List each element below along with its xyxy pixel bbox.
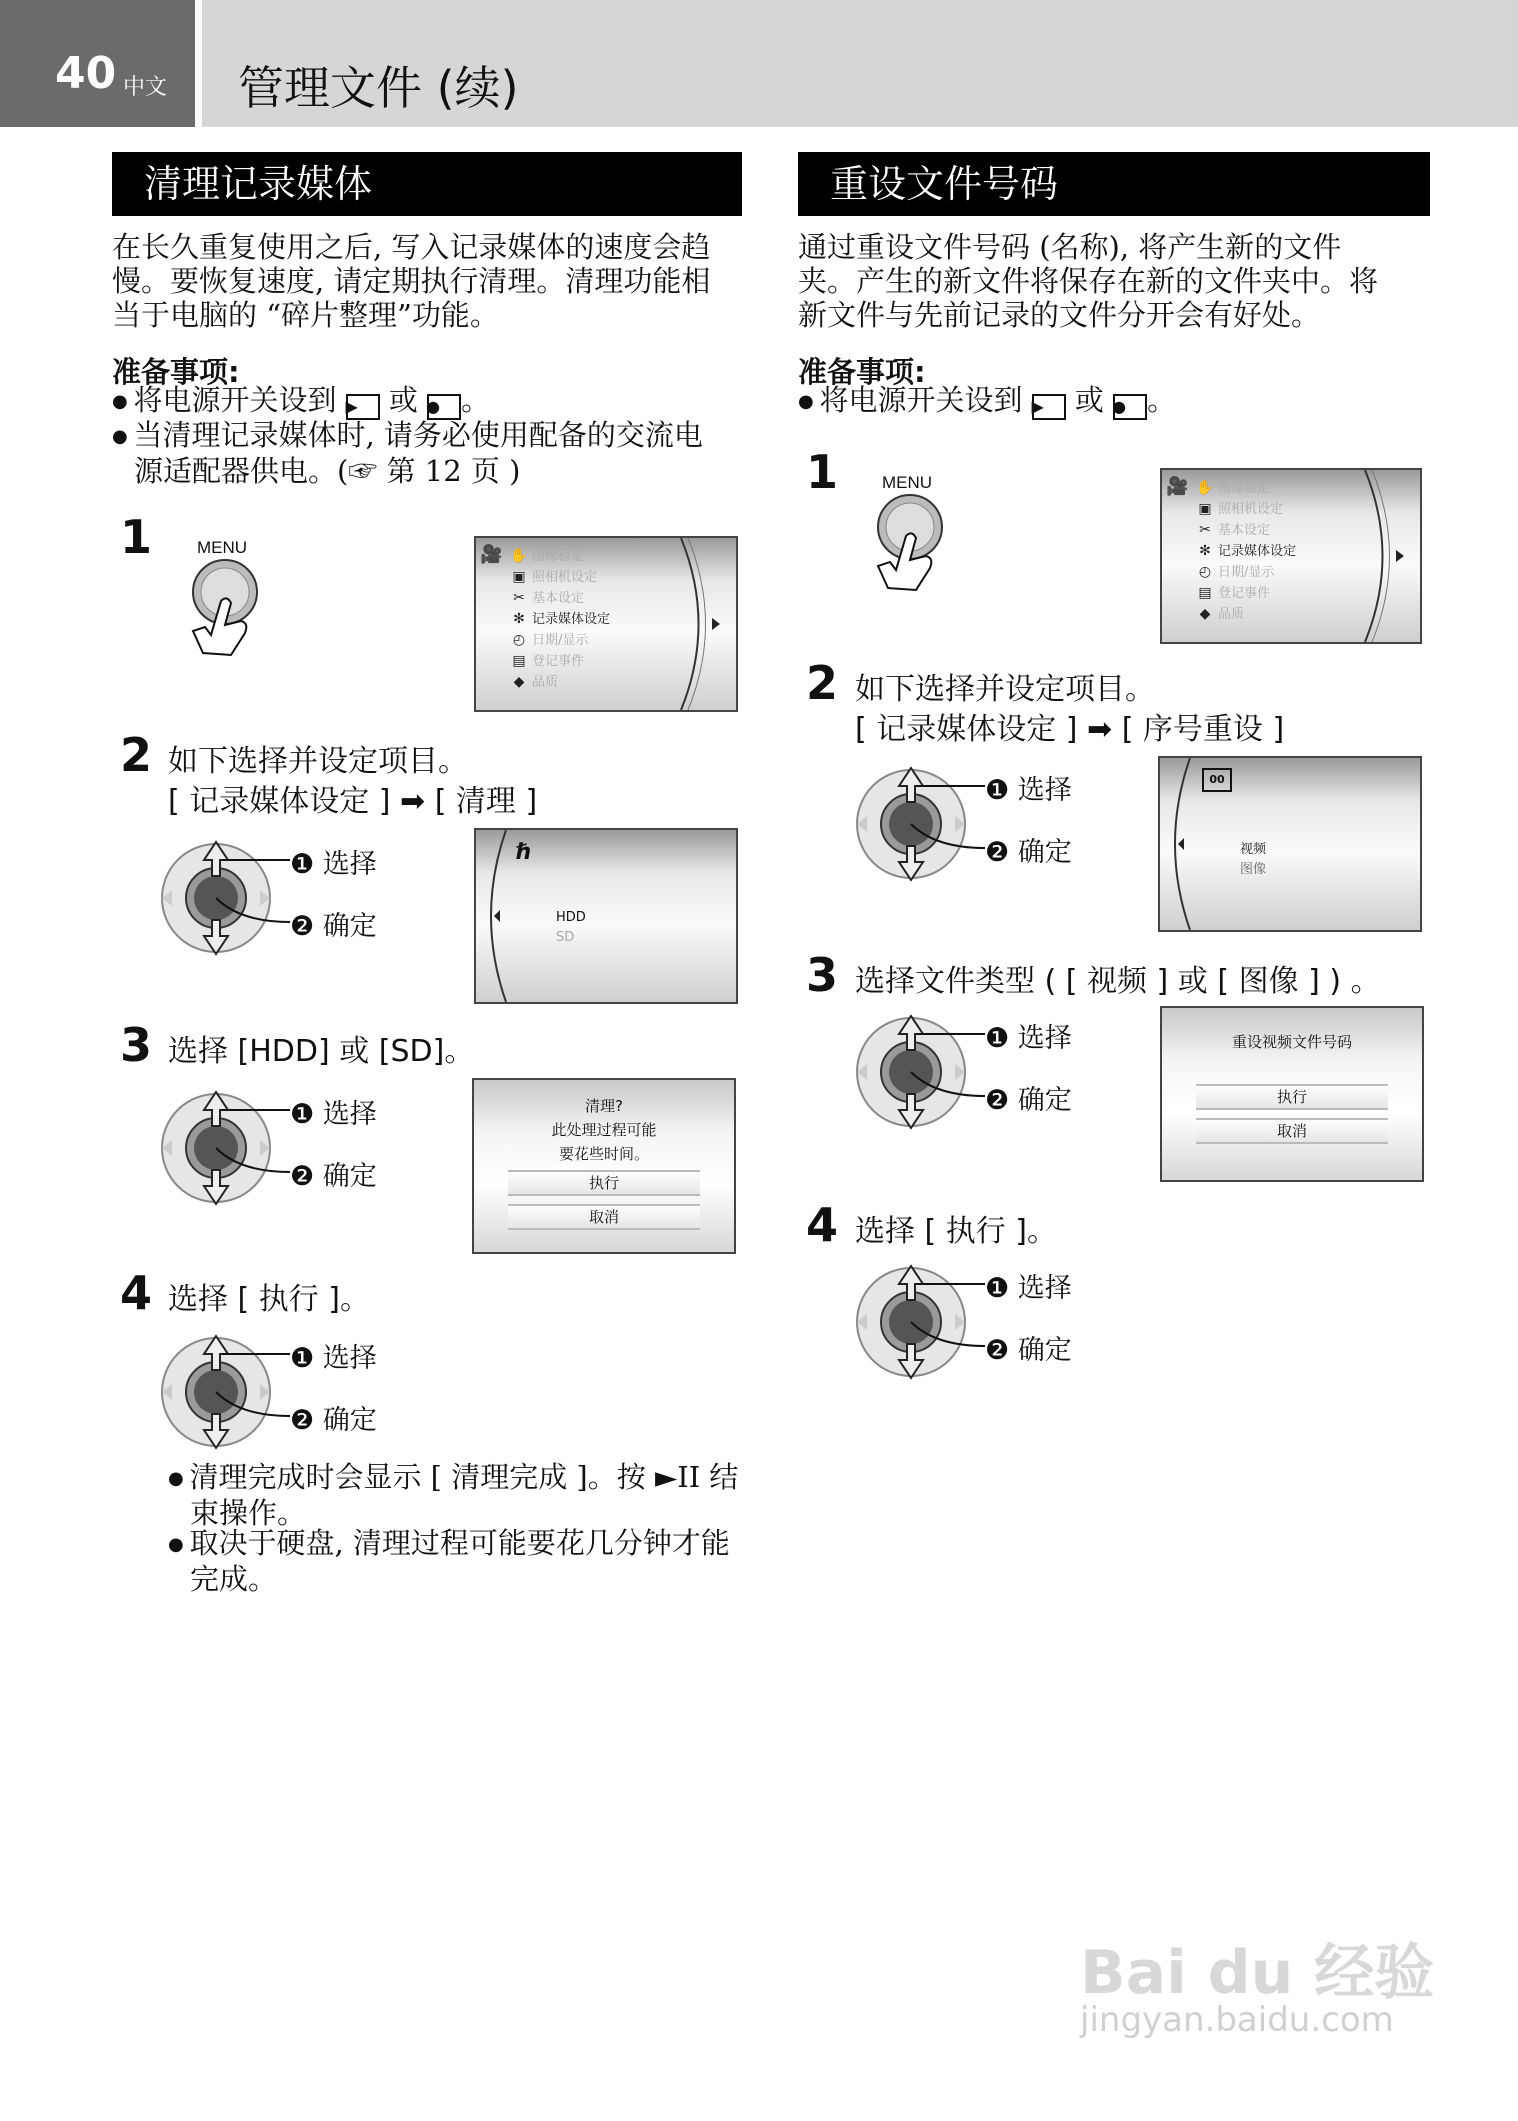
section-title-clean: 清理记录媒体 [112,152,742,216]
page-language: 中文 [123,75,168,100]
step-number: 3 [806,948,839,1002]
intro-clean [112,230,752,332]
note-item [168,1460,780,1530]
step-number: 3 [120,1018,153,1072]
media-icon: ✻ [513,611,525,627]
intro-reset [798,230,1438,332]
dialog-line: 此处理过程可能 [551,1121,657,1139]
record-mode-icon: ● [427,394,461,420]
tools-icon: ✂ [513,590,525,606]
menu-press-icon [185,535,305,660]
prep-end: 。 [1147,383,1177,417]
select-label: ❶ 选择 [290,1343,377,1374]
media-option: HDD [556,910,586,925]
joystick-select-confirm [855,1262,1085,1382]
intro-line: 新文件与先前记录的文件分开会有好处。 [798,298,1321,332]
menu-item: ▤ 登记事件 [510,651,610,672]
menu-item: ◴ 日期/显示 [1196,562,1296,583]
menu-item: ▤ 登记事件 [1196,583,1296,604]
menu-press-icon [870,470,990,595]
stabilizer-icon: ✋ [1196,480,1214,496]
record-mode-icon: ● [1113,394,1147,420]
file-type-option: 视频 [1240,842,1267,857]
menu-label: MENU [882,473,933,492]
joystick-select-confirm [855,1012,1085,1132]
event-icon: ▤ [512,653,526,669]
play-mode-icon: ▶ [346,394,380,420]
joystick-select-confirm [855,764,1085,884]
screen-arc-icon [476,830,516,1002]
cancel-button[interactable]: 取消 [1196,1118,1388,1144]
video-camera-icon: 🎥 [1166,476,1189,497]
clean-media-screen [474,828,738,1004]
screen-arc-icon [1160,758,1200,930]
note-text: 清理完成时会显示 [ 清理完成 ]。按 ►II 结 [189,1460,739,1494]
quality-icon: ◆ [1199,606,1211,622]
camera-icon: ▣ [1198,501,1212,517]
step-number: 4 [120,1266,153,1320]
select-label: ❶ 选择 [985,1023,1072,1054]
cancel-button[interactable]: 取消 [508,1204,700,1230]
intro-line: 通过重设文件号码 (名称), 将产生新的文件 [798,230,1342,264]
clock-icon: ◴ [512,632,526,648]
joystick-icon [160,838,295,958]
confirm-label: ❷ 确定 [290,1405,377,1436]
menu-item: ✂ 基本设定 [1196,520,1296,541]
media-icon: ✻ [1199,543,1211,559]
prep-title: 准备事项: [112,355,240,389]
screen-arc-icon [1360,470,1420,642]
joystick-icon [855,764,990,884]
menu-item: ✂ 基本设定 [510,588,610,609]
section-title-reset: 重设文件号码 [798,152,1430,216]
quality-icon: ◆ [513,674,525,690]
prep-text: 将电源开关设到 [819,383,1023,417]
execute-button[interactable]: 执行 [508,1170,700,1196]
dialog-title: 重设视频文件号码 [1231,1033,1352,1051]
confirm-label: ❷ 确定 [290,1161,377,1192]
step-number: 4 [806,1198,839,1252]
screen-arc-icon [676,538,736,710]
prep-or: 或 [388,383,418,417]
dialog-title: 清理? [585,1097,623,1115]
menu-screen [1160,468,1422,644]
menu-item-selected: ✻ 记录媒体设定 [1196,541,1296,562]
step-number: 2 [120,728,153,782]
confirm-label: ❷ 确定 [985,837,1072,868]
step-number: 1 [806,445,839,499]
confirm-label: ❷ 确定 [985,1335,1072,1366]
watermark-url: jingyan.baidu.com [1080,2000,1394,2040]
file-type-option: 图像 [1240,862,1267,877]
prep-item [798,383,1460,420]
menu-item: ▣ 照相机设定 [510,567,610,588]
joystick-icon [855,1012,990,1132]
clean-confirm-dialog [472,1078,736,1254]
confirm-label: ❷ 确定 [985,1085,1072,1116]
joystick-select-confirm [160,1332,390,1452]
tools-icon: ✂ [1199,522,1211,538]
select-label: ❶ 选择 [985,1273,1072,1304]
joystick-select-confirm [160,838,390,958]
step-text: 选择文件类型 ( [ 视频 ] 或 [ 图像 ] ) 。 [855,964,1381,999]
menu-item: ◆ 品质 [510,672,610,693]
menu-item-selected: ✻ 记录媒体设定 [510,609,610,630]
event-icon: ▤ [1198,585,1212,601]
menu-item: ▣ 照相机设定 [1196,499,1296,520]
prep-end: 。 [461,383,491,417]
confirm-label: ❷ 确定 [290,911,377,942]
menu-item: ✋ 图像稳定 [1196,478,1296,499]
step-path: [ 记录媒体设定 ] ➡ [ 清理 ] [168,784,538,819]
prep-title: 准备事项: [798,355,926,389]
page-number: 40 [55,48,117,99]
note-text: 取决于硬盘, 清理过程可能要花几分钟才能 [189,1526,730,1560]
prep-item [112,383,774,420]
step-number: 2 [806,656,839,710]
dialog-line: 要花些时间。 [558,1145,649,1163]
prep-item [112,418,784,488]
step-text: 如下选择并设定项目。 [168,744,468,779]
prep-text: 当清理记录媒体时, 请务必使用配备的交流电 [133,418,703,452]
menu-list [1196,478,1296,625]
step-text: 如下选择并设定项目。 [855,672,1155,707]
menu-item: ✋ 图像稳定 [510,546,610,567]
prep-text: 将电源开关设到 [133,383,337,417]
select-label: ❶ 选择 [985,775,1072,806]
menu-button-illustration [185,535,305,660]
step-path: [ 记录媒体设定 ] ➡ [ 序号重设 ] [855,712,1285,747]
select-label: ❶ 选择 [290,849,377,880]
intro-line: 慢。要恢复速度, 请定期执行清理。清理功能相 [112,264,711,298]
execute-button[interactable]: 执行 [1196,1084,1388,1110]
menu-list [510,546,610,693]
menu-label: MENU [197,538,248,557]
menu-screen [474,536,738,712]
step-text: 选择 [ 执行 ]。 [855,1214,1058,1249]
prep-text: 源适配器供电。(☞ 第 12 页 ) [134,454,521,488]
menu-item: ◴ 日期/显示 [510,630,610,651]
intro-line: 在长久重复使用之后, 写入记录媒体的速度会趋 [112,230,711,264]
step-text: 选择 [ 执行 ]。 [168,1282,371,1317]
media-option: SD [556,930,575,945]
menu-item: ◆ 品质 [1196,604,1296,625]
note-item [168,1526,780,1596]
file-number-reset-icon: 00 [1202,768,1232,792]
page-title: 管理文件 (续) [238,61,519,115]
joystick-icon [160,1332,295,1452]
stabilizer-icon: ✋ [510,548,528,564]
camera-icon: ▣ [512,569,526,585]
joystick-select-confirm [160,1088,390,1208]
menu-button-illustration [870,470,990,595]
video-camera-icon: 🎥 [480,544,503,565]
intro-line: 当于电脑的 “碎片整理”功能。 [112,298,499,332]
note-text: 束操作。 [190,1496,307,1530]
reset-confirm-dialog [1160,1006,1424,1182]
clock-icon: ◴ [1198,564,1212,580]
reset-number-screen [1158,756,1422,932]
select-label: ❶ 选择 [290,1099,377,1130]
joystick-icon [855,1262,990,1382]
note-text: 完成。 [190,1562,278,1596]
step-number: 1 [120,510,153,564]
joystick-icon [160,1088,295,1208]
play-mode-icon: ▶ [1032,394,1066,420]
intro-line: 夹。产生的新文件将保存在新的文件夹中。将 [798,264,1379,298]
watermark-logo: Bai du 经验 [1080,1938,1435,2008]
prep-or: 或 [1074,383,1104,417]
clean-broom-icon: ℏ [516,840,532,865]
step-text: 选择 [HDD] 或 [SD]。 [168,1034,475,1069]
